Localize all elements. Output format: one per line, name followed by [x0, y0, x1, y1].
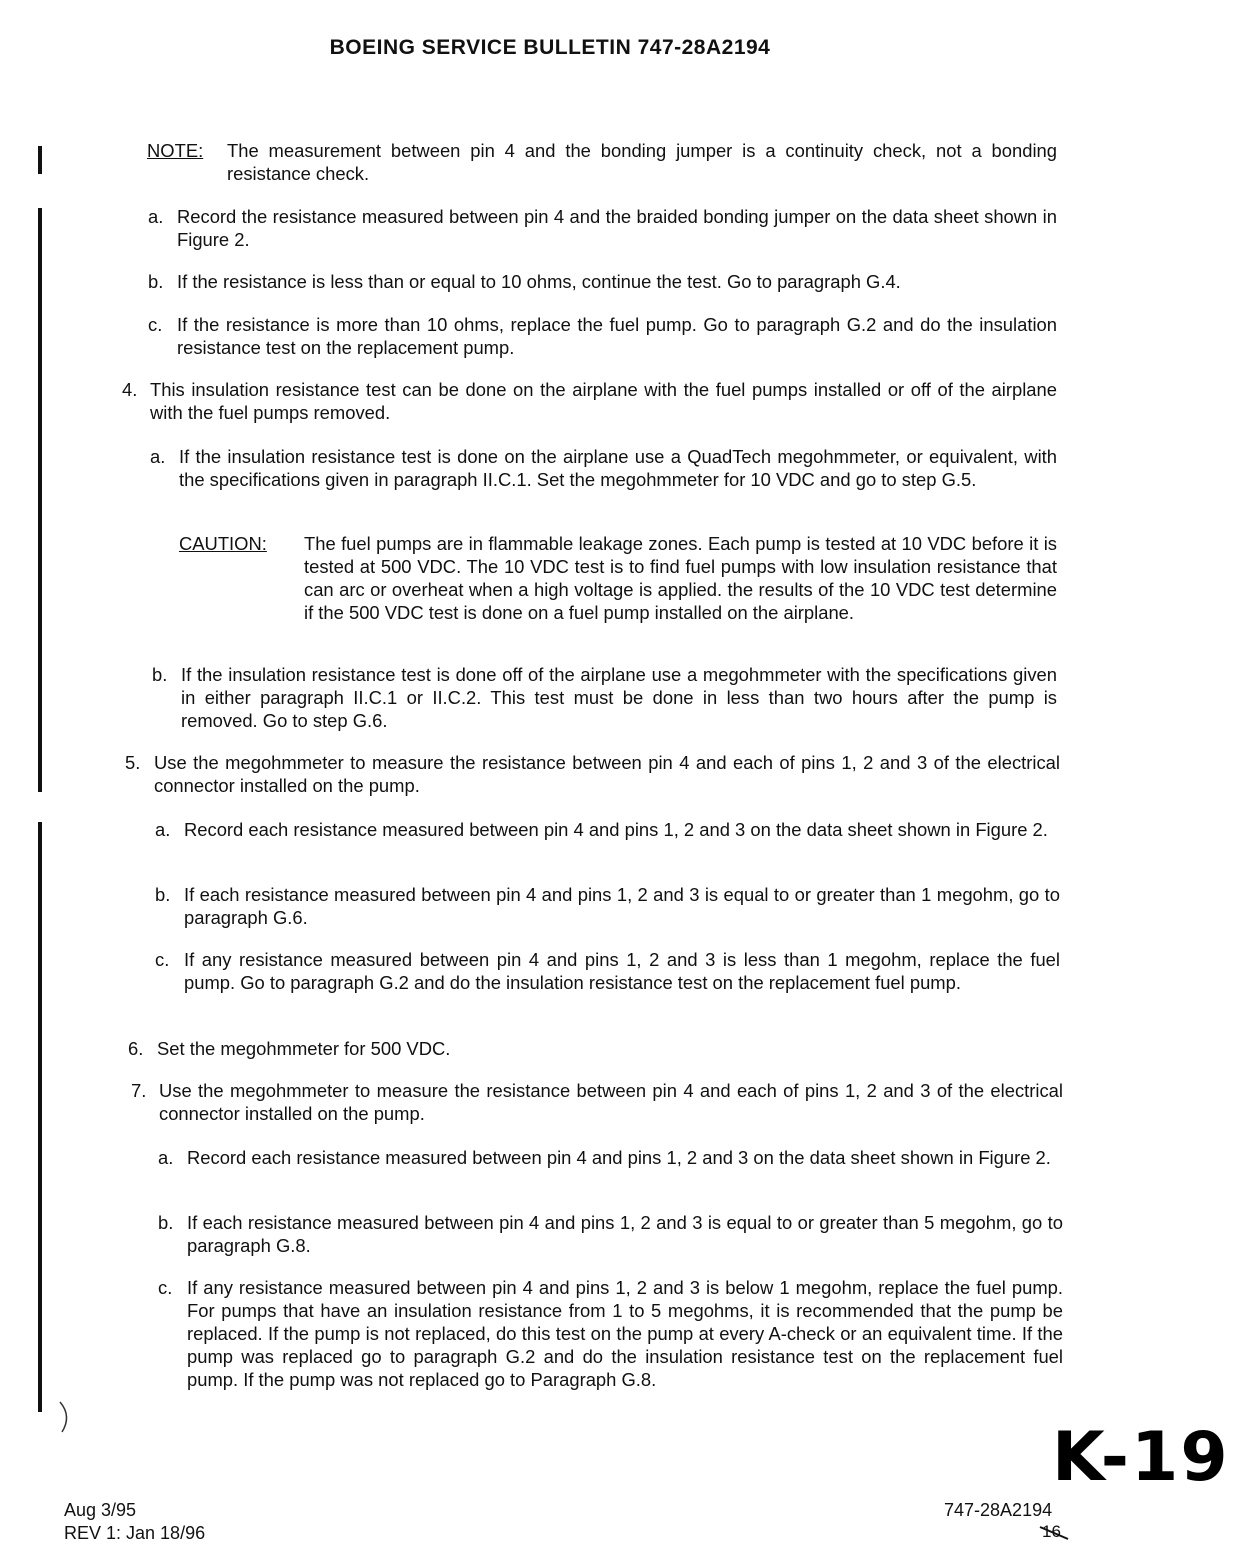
step5a-label: a.	[155, 819, 171, 840]
step5-text: Use the megohmmeter to measure the resistance between pin 4 and each of pins 1, 2 and 3 of the electrical connector installed on the pump.	[154, 752, 1060, 796]
page-header-title: BOEING SERVICE BULLETIN 747-28A2194	[329, 36, 771, 59]
step4a-label: a.	[150, 446, 166, 467]
strike-mark-icon	[1038, 1523, 1070, 1543]
step7c-text: If any resistance measured between pin 4 and pins 1, 2 and 3 is below 1 megohm, replace the fuel pump. For pumps that have an insulation resistance from 1 to 5 megohms, it is recommended that the pump be replaced. If the pump is not replaced, do this test on the pump at every A-check or an equivalent time. If the pump was replaced go to paragraph G.2 and do the insulation resistance test on the replacement fuel pump. If the pump was not replaced go to Paragraph G.8.	[187, 1277, 1063, 1390]
step4-number: 4.	[122, 379, 138, 400]
step3a-text: Record the resistance measured between pin 4 and the braided bonding jumper on the data sheet shown in Figure 2.	[177, 206, 1057, 250]
footer-revision: REV 1: Jan 18/96	[64, 1523, 206, 1543]
step5b-text: If each resistance measured between pin 4 and pins 1, 2 and 3 is equal to or greater than 1 megohm, go to paragraph G.6.	[184, 884, 1060, 928]
step7b-text: If each resistance measured between pin 4 and pins 1, 2 and 3 is equal to or greater than 5 megohm, go to paragraph G.8.	[187, 1212, 1063, 1256]
step3a-label: a.	[148, 206, 164, 227]
revision-bar	[38, 208, 42, 792]
revision-bar	[38, 146, 42, 174]
step5c-text: If any resistance measured between pin 4 and pins 1, 2 and 3 is less than 1 megohm, replace the fuel pump. Go to paragraph G.2 and do the insulation resistance test on the replacement fuel pump.	[184, 949, 1060, 993]
step5b-label: b.	[155, 884, 171, 905]
footer-page-number-text: 16	[1042, 1522, 1061, 1541]
caution-text: The fuel pumps are in flammable leakage zones. Each pump is tested at 10 VDC before it is tested at 500 VDC. The 10 VDC test is to find fuel pumps with low insulation resistance that can arc or overheat when a high voltage is applied. the results of the 10 VDC test determine if the 500 VDC test is done on a fuel pump installed on the airplane.	[304, 533, 1057, 623]
step6-number: 6.	[128, 1038, 144, 1059]
handwritten-page-mark: K-19	[1052, 1418, 1230, 1497]
step4b-label: b.	[152, 664, 168, 685]
step7a-text: Record each resistance measured between pin 4 and pins 1, 2 and 3 on the data sheet shown in Figure 2.	[187, 1147, 1051, 1168]
footer-doc-number: 747-28A2194	[944, 1500, 1053, 1520]
step7-text: Use the megohmmeter to measure the resistance between pin 4 and each of pins 1, 2 and 3 of the electrical connector installed on the pump.	[159, 1080, 1063, 1124]
step3b-label: b.	[148, 271, 164, 292]
step4a-text: If the insulation resistance test is done on the airplane use a QuadTech megohmmeter, or equivalent, with the specifications given in paragraph II.C.1. Set the megohmmeter for 10 VDC and go to step G.5.	[179, 446, 1057, 490]
step3c-text: If the resistance is more than 10 ohms, replace the fuel pump. Go to paragraph G.2 and do the insulation resistance test on the replacement pump.	[177, 314, 1057, 358]
step5-number: 5.	[125, 752, 141, 773]
step7b-label: b.	[158, 1212, 174, 1233]
footer-page-number	[1042, 1521, 1061, 1543]
note-text: The measurement between pin 4 and the bonding jumper is a continuity check, not a bonding resistance check.	[227, 140, 1057, 184]
step5c-label: c.	[155, 949, 170, 970]
step7c-label: c.	[158, 1277, 173, 1298]
step4-text: This insulation resistance test can be done on the airplane with the fuel pumps installed or off of the airplane with the fuel pumps removed.	[150, 379, 1057, 423]
revision-bar	[38, 822, 42, 1412]
step6-text: Set the megohmmeter for 500 VDC.	[157, 1038, 451, 1059]
step3c-label: c.	[148, 314, 163, 335]
caution-label: CAUTION:	[179, 533, 267, 554]
step4b-text: If the insulation resistance test is done off of the airplane use a megohmmeter with the specifications given in either paragraph II.C.1 or II.C.2. This test must be done in less than two hours after the pump is removed. Go to step G.6.	[181, 664, 1057, 731]
footer-date: Aug 3/95	[64, 1500, 137, 1520]
note-label: NOTE:	[147, 140, 204, 161]
step7a-label: a.	[158, 1147, 174, 1168]
step7-number: 7.	[131, 1080, 147, 1101]
margin-mark-icon	[54, 1398, 78, 1438]
step3b-text: If the resistance is less than or equal to 10 ohms, continue the test. Go to paragraph G.4.	[177, 271, 901, 292]
step5a-text: Record each resistance measured between pin 4 and pins 1, 2 and 3 on the data sheet shown in Figure 2.	[184, 819, 1048, 840]
